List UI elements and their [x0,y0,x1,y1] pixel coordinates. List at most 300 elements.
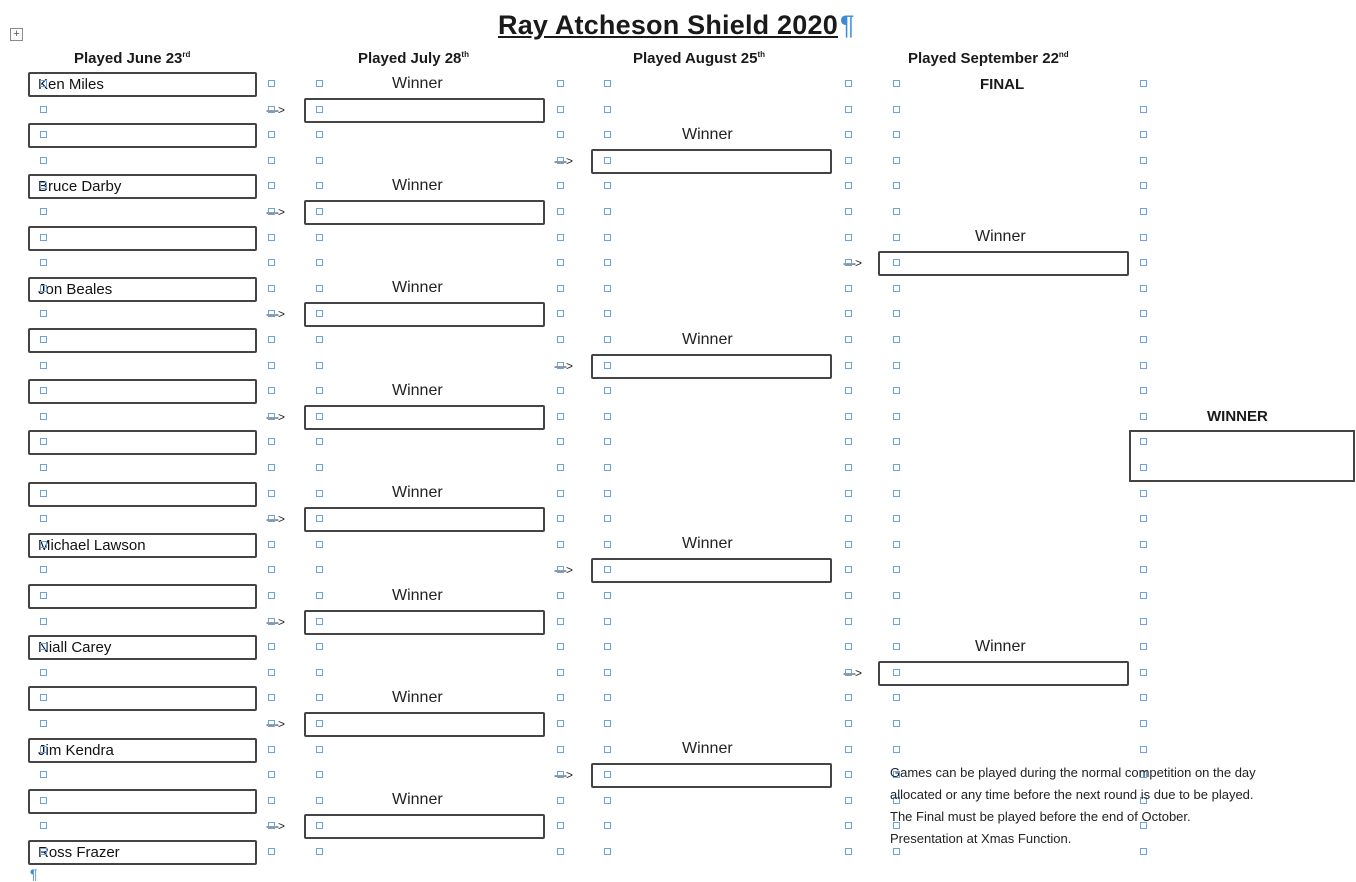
cell-end-mark-icon [604,80,611,87]
note-line: The Final must be played before the end of October. [890,809,1191,824]
cell-end-mark-icon [40,797,47,804]
cell-end-mark-icon [893,669,900,676]
cell-end-mark-icon [845,490,852,497]
cell-end-mark-icon [604,362,611,369]
cell-end-mark-icon [316,157,323,164]
round3-winner-box[interactable] [591,354,832,379]
cell-end-mark-icon [845,157,852,164]
round2-header-suffix: th [461,50,469,59]
winner-label: Winner [975,637,1026,655]
cell-end-mark-icon [845,285,852,292]
cell-end-mark-icon [268,208,275,215]
cell-end-mark-icon [40,822,47,829]
cell-end-mark-icon [40,106,47,113]
cell-end-mark-icon [557,208,564,215]
cell-end-mark-icon [557,618,564,625]
cell-end-mark-icon [845,208,852,215]
cell-end-mark-icon [268,157,275,164]
cell-end-mark-icon [1140,490,1147,497]
cell-end-mark-icon [557,310,564,317]
cell-end-mark-icon [893,106,900,113]
cell-end-mark-icon [268,515,275,522]
cell-end-mark-icon [268,822,275,829]
cell-end-mark-icon [1140,643,1147,650]
cell-end-mark-icon [1140,669,1147,676]
round2-winner-box[interactable] [304,98,545,123]
cell-end-mark-icon [845,131,852,138]
cell-end-mark-icon [893,157,900,164]
cell-end-mark-icon [557,848,564,855]
cell-end-mark-icon [557,746,564,753]
cell-end-mark-icon [845,234,852,241]
cell-end-mark-icon [845,438,852,445]
winner-label: Winner [392,279,443,297]
title-text: Ray Atcheson Shield 2020 [498,10,838,40]
cell-end-mark-icon [893,438,900,445]
advance-arrow: ----> [266,717,284,731]
round1-player-box[interactable] [28,226,257,251]
cell-end-mark-icon [316,387,323,394]
cell-end-mark-icon [557,694,564,701]
round1-player-box[interactable] [28,840,257,865]
cell-end-mark-icon [893,387,900,394]
cell-end-mark-icon [557,720,564,727]
round1-header-text: Played June 23 [74,50,183,67]
cell-end-mark-icon [268,106,275,113]
cell-end-mark-icon [316,438,323,445]
advance-arrow: ----> [843,256,861,271]
cell-end-mark-icon [268,694,275,701]
cell-end-mark-icon [557,182,564,189]
cell-end-mark-icon [604,182,611,189]
cell-end-mark-icon [316,669,323,676]
cell-end-mark-icon [845,643,852,650]
cell-end-mark-icon [316,541,323,548]
cell-end-mark-icon [557,541,564,548]
cell-end-mark-icon [40,182,47,189]
overall-winner-box[interactable] [1129,430,1355,482]
cell-end-mark-icon [845,387,852,394]
cell-end-mark-icon [604,208,611,215]
cell-end-mark-icon [557,80,564,87]
round2-winner-box[interactable] [304,814,545,839]
cell-end-mark-icon [845,618,852,625]
advance-arrow: ----> [266,614,284,629]
cell-end-mark-icon [604,720,611,727]
cell-end-mark-icon [316,822,323,829]
cell-end-mark-icon [1140,592,1147,599]
cell-end-mark-icon [316,208,323,215]
cell-end-mark-icon [604,490,611,497]
round2-winner-box[interactable] [304,507,545,532]
cell-end-mark-icon [268,182,275,189]
cell-end-mark-icon [316,413,323,420]
cell-end-mark-icon [40,643,47,650]
cell-end-mark-icon [845,848,852,855]
winner-label: Winner [392,381,443,399]
cell-end-mark-icon [40,413,47,420]
cell-end-mark-icon [845,822,852,829]
player-name: Jon Beales [38,280,113,298]
cell-end-mark-icon [268,797,275,804]
cell-end-mark-icon [845,80,852,87]
cell-end-mark-icon [316,106,323,113]
round4-header [908,50,1069,67]
cell-end-mark-icon [845,771,852,778]
winner-label: Winner [392,586,443,604]
cell-end-mark-icon [316,848,323,855]
cell-end-mark-icon [604,259,611,266]
cell-end-mark-icon [316,310,323,317]
cell-end-mark-icon [316,131,323,138]
winner-label: Winner [682,330,733,348]
cell-end-mark-icon [845,720,852,727]
cell-end-mark-icon [557,285,564,292]
cell-end-mark-icon [845,797,852,804]
round1-player-box[interactable] [28,328,257,353]
advance-arrow: ----> [266,307,284,322]
cell-end-mark-icon [604,822,611,829]
cell-end-mark-icon [268,771,275,778]
cell-end-mark-icon [557,362,564,369]
cell-end-mark-icon [40,438,47,445]
cell-end-mark-icon [845,106,852,113]
cell-end-mark-icon [40,746,47,753]
winner-label: Winner [392,74,443,92]
round2-winner-box[interactable] [304,712,545,737]
winner-label: Winner [392,791,443,809]
cell-end-mark-icon [40,464,47,471]
winner-label: Winner [392,484,443,502]
cell-end-mark-icon [604,566,611,573]
cell-end-mark-icon [316,515,323,522]
cell-end-mark-icon [845,310,852,317]
round3-winner-box[interactable] [591,763,832,788]
cell-end-mark-icon [557,643,564,650]
cell-end-mark-icon [1140,618,1147,625]
cell-end-mark-icon [268,131,275,138]
cell-end-mark-icon [316,797,323,804]
winner-label: Winner [392,177,443,194]
round2-header-text: Played July 28 [358,50,462,67]
note-line: Presentation at Xmas Function. [890,831,1072,846]
cell-end-mark-icon [604,746,611,753]
cell-end-mark-icon [557,515,564,522]
cell-end-mark-icon [604,157,611,164]
cell-end-mark-icon [268,720,275,727]
round1-player-box[interactable] [28,123,257,148]
round1-player-box[interactable] [28,482,257,507]
final-header: FINAL [980,76,1025,93]
cell-end-mark-icon [604,285,611,292]
cell-end-mark-icon [316,694,323,701]
cell-end-mark-icon [316,182,323,189]
cell-end-mark-icon [1140,80,1147,87]
round2-header [358,50,469,67]
cell-end-mark-icon [268,618,275,625]
cell-end-mark-icon [40,310,47,317]
table-move-handle-icon[interactable]: + [10,28,23,41]
cell-end-mark-icon [604,592,611,599]
cell-end-mark-icon [40,515,47,522]
cell-end-mark-icon [557,234,564,241]
cell-end-mark-icon [557,157,564,164]
cell-end-mark-icon [845,259,852,266]
cell-end-mark-icon [268,234,275,241]
cell-end-mark-icon [1140,746,1147,753]
cell-end-mark-icon [268,464,275,471]
cell-end-mark-icon [893,234,900,241]
cell-end-mark-icon [604,694,611,701]
cell-end-mark-icon [557,464,564,471]
cell-end-mark-icon [604,771,611,778]
round1-player-box[interactable] [28,72,257,97]
cell-end-mark-icon [268,848,275,855]
cell-end-mark-icon [845,669,852,676]
cell-end-mark-icon [316,771,323,778]
round4-winner-box[interactable] [878,251,1129,276]
cell-end-mark-icon [268,592,275,599]
round1-header-suffix: rd [182,50,191,59]
advance-arrow: ----> [266,512,284,527]
cell-end-mark-icon [557,131,564,138]
cell-end-mark-icon [316,746,323,753]
cell-end-mark-icon [268,669,275,676]
round3-winner-box[interactable] [591,558,832,583]
cell-end-mark-icon [893,80,900,87]
cell-end-mark-icon [268,566,275,573]
round4-winner-box[interactable] [878,661,1129,686]
note-line: allocated or any time before the next round is due to be played. [890,787,1254,802]
round3-header [633,50,765,67]
cell-end-mark-icon [893,413,900,420]
winner-label: Winner [682,740,733,758]
winner-label: Winner [682,535,733,553]
cell-end-mark-icon [40,234,47,241]
cell-end-mark-icon [268,80,275,87]
cell-end-mark-icon [316,720,323,727]
round2-winner-box[interactable] [304,610,545,635]
player-name: Michael Lawson [38,536,146,554]
cell-end-mark-icon [604,310,611,317]
cell-end-mark-icon [845,464,852,471]
cell-end-mark-icon [1140,106,1147,113]
player-name: Bruce Darby [38,178,122,196]
cell-end-mark-icon [604,387,611,394]
cell-end-mark-icon [557,592,564,599]
round3-header-suffix: th [757,50,766,59]
round1-player-box[interactable] [28,277,257,302]
cell-end-mark-icon [893,746,900,753]
cell-end-mark-icon [316,490,323,497]
cell-end-mark-icon [316,643,323,650]
cell-end-mark-icon [604,131,611,138]
cell-end-mark-icon [893,618,900,625]
cell-end-mark-icon [845,566,852,573]
cell-end-mark-icon [1140,720,1147,727]
round1-player-box[interactable] [28,686,257,711]
cell-end-mark-icon [604,438,611,445]
cell-end-mark-icon [268,746,275,753]
cell-end-mark-icon [1140,285,1147,292]
cell-end-mark-icon [40,362,47,369]
cell-end-mark-icon [316,259,323,266]
round1-player-box[interactable] [28,584,257,609]
cell-end-mark-icon [1140,413,1147,420]
cell-end-mark-icon [893,720,900,727]
cell-end-mark-icon [1140,157,1147,164]
cell-end-mark-icon [845,592,852,599]
cell-end-mark-icon [40,80,47,87]
round1-player-box[interactable] [28,379,257,404]
round1-player-box[interactable] [28,533,257,558]
cell-end-mark-icon [845,541,852,548]
round2-winner-box[interactable] [304,200,545,225]
cell-end-mark-icon [893,464,900,471]
cell-end-mark-icon [893,515,900,522]
advance-arrow: ----> [554,358,572,373]
cell-end-mark-icon [893,285,900,292]
cell-end-mark-icon [604,848,611,855]
cell-end-mark-icon [893,694,900,701]
note-line: Games can be played during the normal competition on the day [890,765,1256,780]
round2-winner-box[interactable] [304,405,545,430]
advance-arrow: ----> [266,409,284,424]
cell-end-mark-icon [1140,182,1147,189]
cell-end-mark-icon [268,310,275,317]
cell-end-mark-icon [40,694,47,701]
cell-end-mark-icon [268,285,275,292]
cell-end-mark-icon [316,566,323,573]
cell-end-mark-icon [893,566,900,573]
cell-end-mark-icon [893,131,900,138]
cell-end-mark-icon [40,592,47,599]
cell-end-mark-icon [1140,387,1147,394]
paragraph-mark-icon: ¶ [839,10,855,40]
cell-end-mark-icon [40,669,47,676]
player-name: Niall Carey [38,639,112,657]
cell-end-mark-icon [604,541,611,548]
page-title [498,10,855,41]
cell-end-mark-icon [40,285,47,292]
cell-end-mark-icon [604,643,611,650]
player-name: Ross Frazer [38,844,120,861]
advance-arrow: ----> [266,819,284,834]
cell-end-mark-icon [40,131,47,138]
cell-end-mark-icon [557,259,564,266]
cell-end-mark-icon [893,208,900,215]
cell-end-mark-icon [268,643,275,650]
round1-player-box[interactable] [28,430,257,455]
cell-end-mark-icon [845,746,852,753]
round1-player-box[interactable] [28,174,257,199]
cell-end-mark-icon [604,618,611,625]
cell-end-mark-icon [845,515,852,522]
advance-arrow: ----> [554,768,572,783]
cell-end-mark-icon [604,669,611,676]
cell-end-mark-icon [40,566,47,573]
cell-end-mark-icon [557,336,564,343]
round4-header-text: Played September 22 [908,50,1059,67]
rules-notes [890,762,1340,850]
winner-label: Winner [975,228,1026,246]
cell-end-mark-icon [316,80,323,87]
cell-end-mark-icon [845,413,852,420]
cell-end-mark-icon [845,694,852,701]
cell-end-mark-icon [845,362,852,369]
cell-end-mark-icon [557,822,564,829]
cell-end-mark-icon [893,259,900,266]
cell-end-mark-icon [845,336,852,343]
cell-end-mark-icon [893,490,900,497]
cell-end-mark-icon [316,618,323,625]
cell-end-mark-icon [1140,362,1147,369]
cell-end-mark-icon [1140,234,1147,241]
cell-end-mark-icon [1140,566,1147,573]
cell-end-mark-icon [604,515,611,522]
cell-end-mark-icon [268,259,275,266]
advance-arrow: ----> [554,153,572,168]
round1-player-box[interactable] [28,789,257,814]
cell-end-mark-icon [40,387,47,394]
cell-end-mark-icon [557,438,564,445]
cell-end-mark-icon [1140,694,1147,701]
cell-end-mark-icon [845,182,852,189]
cell-end-mark-icon [893,541,900,548]
cell-end-mark-icon [557,566,564,573]
cell-end-mark-icon [604,106,611,113]
cell-end-mark-icon [557,490,564,497]
cell-end-mark-icon [893,336,900,343]
cell-end-mark-icon [40,541,47,548]
cell-end-mark-icon [1140,515,1147,522]
advance-arrow: ----> [266,102,284,117]
round4-header-suffix: nd [1058,50,1069,59]
cell-end-mark-icon [268,387,275,394]
round3-winner-box[interactable] [591,149,832,174]
cell-end-mark-icon [40,336,47,343]
cell-end-mark-icon [1140,131,1147,138]
cell-end-mark-icon [40,720,47,727]
cell-end-mark-icon [268,413,275,420]
round1-player-box[interactable] [28,738,257,763]
advance-arrow: ----> [266,205,284,219]
round3-header-text: Played August 25 [633,50,758,67]
cell-end-mark-icon [40,771,47,778]
cell-end-mark-icon [604,797,611,804]
player-name: Jim Kendra [38,741,114,759]
cell-end-mark-icon [557,387,564,394]
paragraph-mark-icon: ¶ [30,866,38,882]
cell-end-mark-icon [557,106,564,113]
cell-end-mark-icon [557,413,564,420]
cell-end-mark-icon [268,438,275,445]
cell-end-mark-icon [557,797,564,804]
cell-end-mark-icon [893,310,900,317]
cell-end-mark-icon [1140,541,1147,548]
cell-end-mark-icon [40,490,47,497]
cell-end-mark-icon [1140,259,1147,266]
round2-winner-box[interactable] [304,302,545,327]
cell-end-mark-icon [893,592,900,599]
cell-end-mark-icon [268,490,275,497]
round1-player-box[interactable] [28,635,257,660]
cell-end-mark-icon [893,643,900,650]
advance-arrow: ----> [843,665,861,680]
cell-end-mark-icon [268,362,275,369]
winner-label: Winner [682,125,733,143]
cell-end-mark-icon [604,234,611,241]
